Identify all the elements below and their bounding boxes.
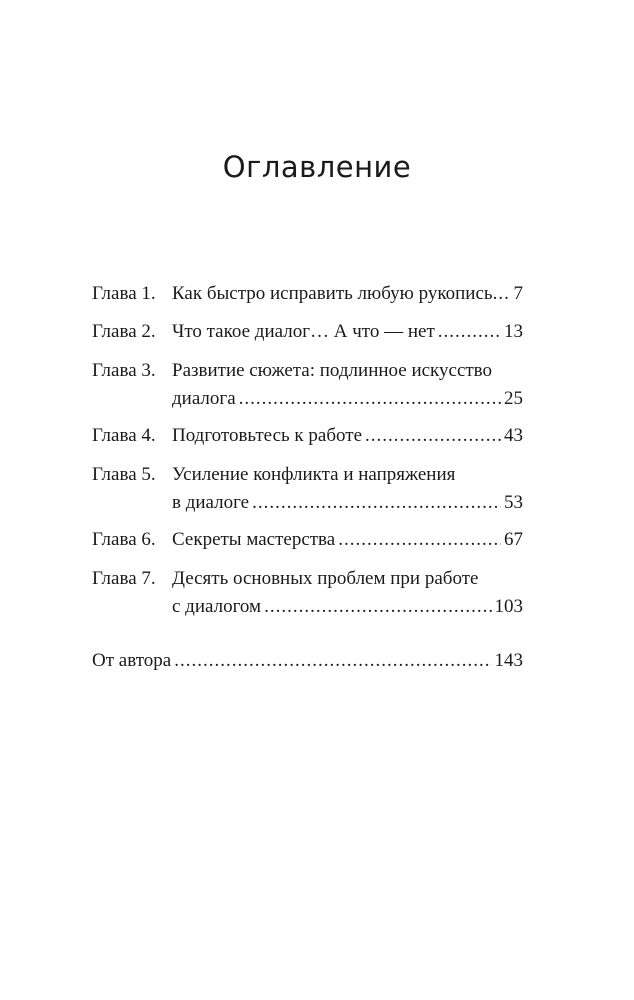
toc-entry-chapter-2[interactable] — [92, 318, 523, 346]
dot-leader — [338, 526, 501, 554]
page-number: 103 — [494, 596, 523, 617]
toc-entry-chapter-5[interactable] — [92, 461, 523, 517]
page-title: Оглавление — [222, 150, 412, 184]
chapter-number: Глава 3. — [92, 360, 156, 381]
chapter-title-line-2: диалога — [172, 388, 236, 409]
toc-entry-afterword[interactable] — [92, 647, 523, 675]
page-number: 7 — [513, 283, 523, 304]
chapter-title-line-1: Десять основных проблем при работе — [172, 568, 479, 589]
toc-entry-chapter-7[interactable] — [92, 565, 523, 621]
dot-leader — [239, 385, 501, 413]
dot-leader — [264, 593, 491, 621]
chapter-title: Секреты мастерства — [172, 529, 336, 550]
page-number: 53 — [504, 492, 523, 513]
toc-entry-chapter-1[interactable] — [92, 280, 523, 308]
chapter-number: Глава 7. — [92, 568, 156, 589]
dot-leader — [252, 489, 501, 517]
page-number: 67 — [504, 529, 523, 550]
chapter-number: Глава 4. — [92, 425, 156, 446]
page-number: 25 — [504, 388, 523, 409]
dot-leader — [438, 318, 501, 346]
dot-leader — [174, 647, 491, 675]
chapter-title: Подготовьтесь к работе — [172, 425, 362, 446]
chapter-title-line-2: с диалогом — [172, 596, 262, 617]
toc-entry-chapter-4[interactable] — [92, 422, 523, 450]
chapter-title-line-1: Усиление конфликта и напряжения — [172, 464, 456, 485]
chapter-number: Глава 2. — [92, 321, 156, 342]
chapter-title: Как быстро исправить любую рукопись — [172, 283, 493, 304]
chapter-number: Глава 1. — [92, 283, 156, 304]
toc-entry-chapter-3[interactable] — [92, 357, 523, 413]
chapter-title-line-2: в диалоге — [172, 492, 250, 513]
page-number: 13 — [504, 321, 523, 342]
page-number: 43 — [504, 425, 523, 446]
afterword-title: От автора — [92, 650, 172, 671]
chapter-number: Глава 6. — [92, 529, 156, 550]
page-number: 143 — [494, 650, 523, 671]
chapter-number: Глава 5. — [92, 464, 156, 485]
dot-leader — [365, 422, 501, 450]
chapter-title: Что такое диалог… А что — нет — [172, 321, 435, 342]
toc-entry-chapter-6[interactable] — [92, 526, 523, 554]
chapter-title-line-1: Развитие сюжета: подлинное искусство — [172, 360, 493, 381]
dot-leader — [493, 280, 511, 308]
